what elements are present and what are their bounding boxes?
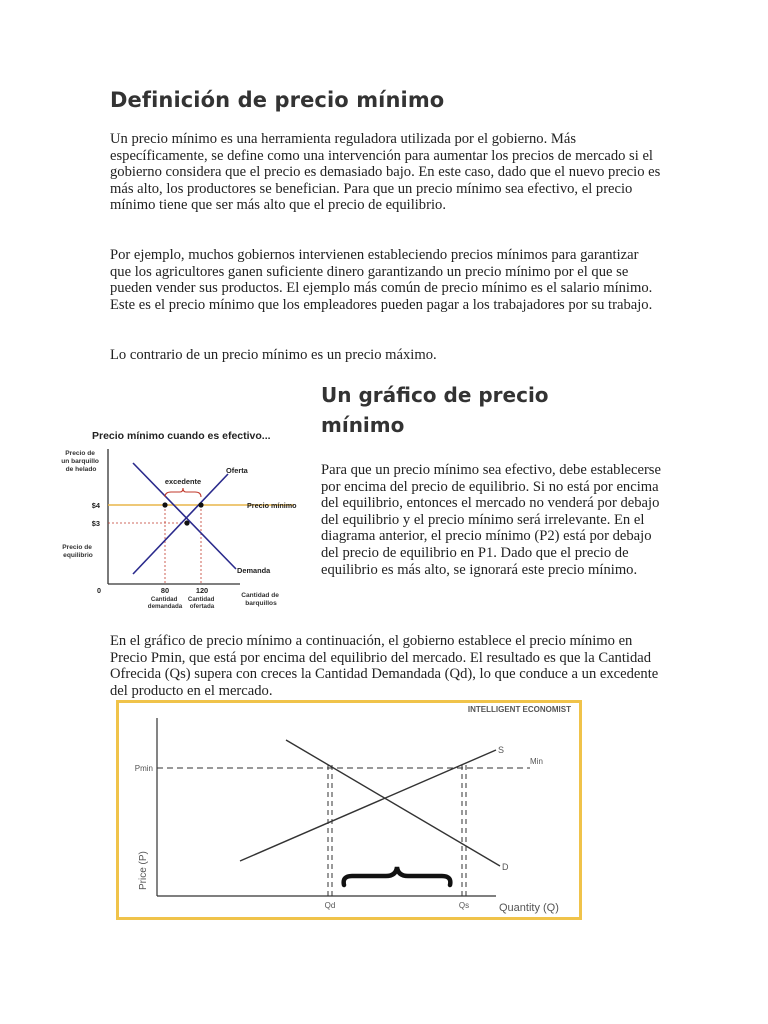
figure1-origin: 0 bbox=[97, 586, 101, 595]
figure1-eq-label: Precio de equilibrio bbox=[62, 544, 93, 559]
page-title: Definición de precio mínimo bbox=[110, 88, 445, 112]
figure2-supply-label: S bbox=[498, 745, 505, 755]
figure1-xlabel: Cantidad de barquillos bbox=[241, 592, 279, 607]
figure2-frame bbox=[118, 702, 581, 919]
paragraph-effective: Para que un precio mínimo sea efectivo, debe establecerse por encima del precio de equilibrio. Si no está por encima del equilibrio, entonces el mercado no venderá por debajo del equilibrio y el precio mínimo será irrelevante. En el diagrama anterior, el precio mínimo (P2) está por debajo del precio de equilibrio en P1. Dado que el precio de equilibrio es más alto, se ignorará este precio mínimo. bbox=[321, 462, 661, 578]
figure1-price-3: $3 bbox=[91, 519, 100, 528]
figure2-floor-tick: Pmin bbox=[134, 764, 153, 773]
figure2-watermark: INTELLIGENT ECONOMIST bbox=[467, 705, 571, 714]
figure2-qd-tick: Qd bbox=[324, 901, 336, 910]
section-title: Un gráfico de precio mínimo bbox=[321, 383, 549, 437]
figure-price-floor-effective bbox=[44, 407, 300, 625]
figure2-floor-label: Min bbox=[530, 757, 543, 766]
figure1-title: Precio mínimo cuando es efectivo... bbox=[92, 430, 271, 442]
paragraph-definition: Un precio mínimo es una herramienta reguladora utilizada por el gobierno. Más específicamente, se define como una intervención para aumentar los precios de mercado si el gobierno considera que el precio es demasiado bajo. En este caso, dado que el nuevo precio es más alto, los productores se benefician. Para que un precio mínimo sea efectivo, el precio mínimo tiene que ser más alto que el precio de equilibrio. bbox=[110, 131, 661, 214]
figure1-price-4: $4 bbox=[91, 501, 100, 510]
figure1-ylabel: Precio de un barquillo de helado bbox=[61, 450, 99, 473]
figure1-qs-label: Cantidad ofertada bbox=[187, 596, 215, 610]
paragraph-pmin: En el gráfico de precio mínimo a continuación, el gobierno establece el precio mínimo en Precio Pmin, que está por encima del equilibrio del mercado. El resultado es que la Cantidad Ofrecida (Qs) supera con creces la Cantidad Demandada (Qd), lo que conduce a un excedente del producto en el mercado. bbox=[110, 633, 659, 699]
figure2-demand-label: D bbox=[502, 862, 509, 872]
figure2-quantity-axis-label: Quantity (Q) bbox=[499, 902, 559, 914]
figure1-floor-label: Precio mínimo bbox=[247, 501, 297, 510]
figure-price-floor-pmin bbox=[116, 700, 582, 920]
figure1-qs-value: 120 bbox=[195, 586, 209, 595]
figure1-qd-value: 80 bbox=[160, 586, 170, 595]
figure1-qs-point bbox=[198, 502, 203, 507]
figure2-qs-tick: Qs bbox=[458, 901, 470, 910]
figure1-qd-point bbox=[162, 502, 167, 507]
paragraph-contrary: Lo contrario de un precio mínimo es un precio máximo. bbox=[110, 347, 437, 363]
figure1-surplus-label: excedente bbox=[164, 477, 202, 486]
figure1-qd-label: Cantidad demandada bbox=[147, 596, 183, 610]
figure1-supply-label: Oferta bbox=[226, 466, 248, 475]
figure1-demand-label: Demanda bbox=[237, 566, 271, 575]
figure1-eq-point bbox=[184, 520, 189, 525]
paragraph-example: Por ejemplo, muchos gobiernos intervienen estableciendo precios mínimos para garantizar que los agricultores ganen suficiente dinero garantizando un precio mínimo por el que se pueden vender sus productos. El ejemplo más común de precio mínimo es el salario mínimo. Este es el precio mínimo que los empleadores pueden pagar a los trabajadores por su trabajo. bbox=[110, 247, 653, 313]
figure2-price-axis-label: Price (P) bbox=[138, 851, 149, 890]
